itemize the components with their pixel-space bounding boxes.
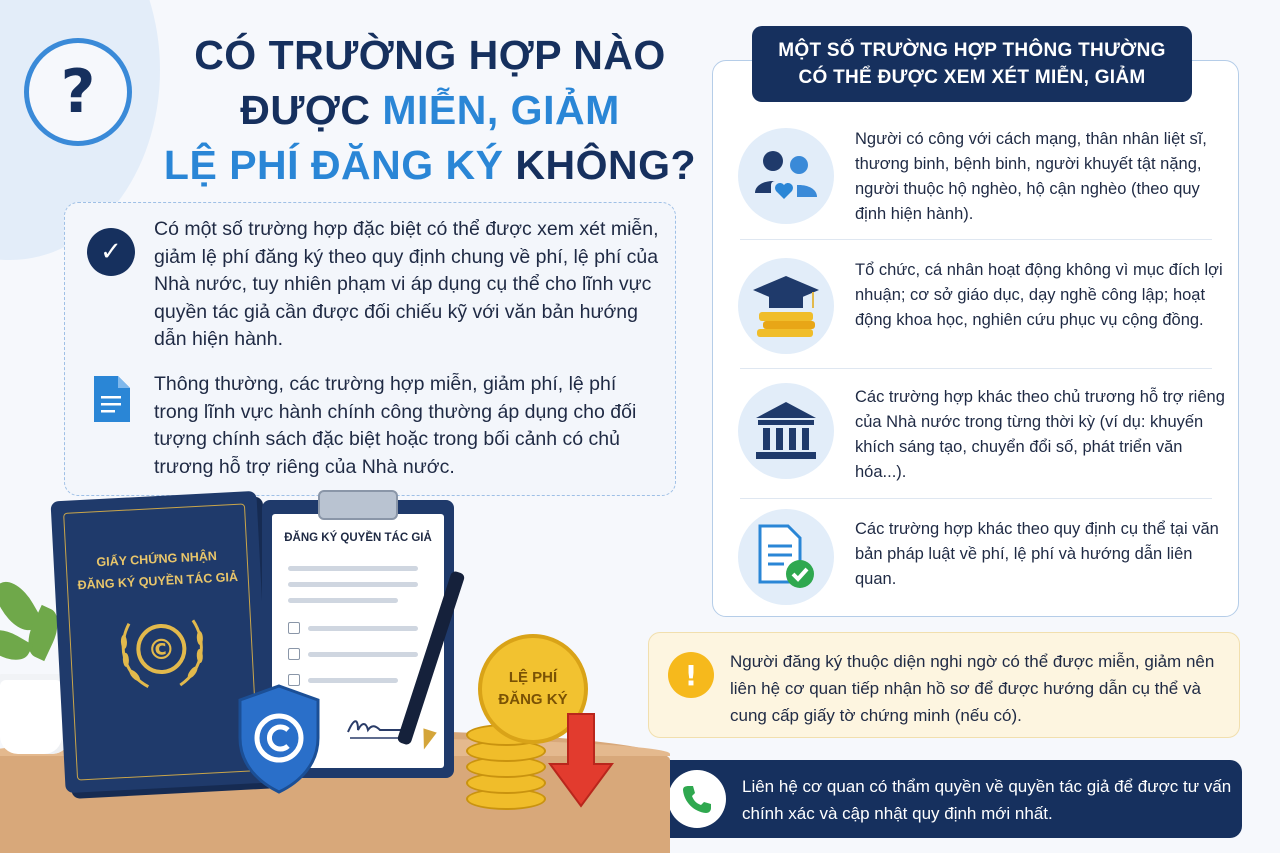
book-title-line-2: ĐĂNG KÝ QUYỀN TÁC GIẢ <box>77 569 239 593</box>
warning-icon <box>668 652 714 698</box>
panel-header-line-1: MỘT SỐ TRƯỜNG HỢP THÔNG THƯỜNG <box>778 40 1166 61</box>
intro-paragraph-1: Có một số trường hợp đặc biệt có thể được xem xét miễn, giảm lệ phí đăng ký theo quy định chung về phí, lệ phí của Nhà nước, tuy nhiên phạm vi áp dụng cụ thể cho lĩnh vực quyền tác giả cần được đối chiếu kỹ với văn bản hướng dẫn hiện hành. <box>154 218 659 350</box>
intro-paragraph-2: Thông thường, các trường hợp miễn, giảm phí, lệ phí trong lĩnh vực hành chính công thường áp dụng cho đối tượng chính sách đặc biệt hoặc trong bối cảnh có chủ trương hỗ trợ riêng của Nhà nước. <box>154 373 637 478</box>
form-checkbox <box>288 648 300 660</box>
title-line-3-text: KHÔNG? <box>503 142 697 188</box>
panel-header-line-2: CÓ THỂ ĐƯỢC XEM XÉT MIỄN, GIẢM <box>798 67 1146 88</box>
divider <box>740 368 1212 369</box>
case-item-4-text: Các trường hợp khác theo quy định cụ thể tại văn bản pháp luật về phí, lệ phí và hướng dẫn liên quan. <box>855 520 1219 588</box>
title-highlight-2: LỆ PHÍ ĐĂNG KÝ <box>163 142 504 188</box>
coin-line-2: ĐĂNG KÝ <box>498 691 568 708</box>
book-title-line-1: GIẤY CHỨNG NHẬN <box>96 548 218 570</box>
warning-text: Người đăng ký thuộc diện nghi ngờ có thể được miễn, giảm nên liên hệ cơ quan tiếp nhận hồ sơ để được hướng dẫn cụ thể và cung cấp giấy tờ chứng minh (nếu có). <box>730 652 1215 725</box>
phone-icon <box>668 770 726 828</box>
title-line-1: CÓ TRƯỜNG HỢP NÀO <box>194 32 666 78</box>
clipboard-clip <box>318 490 398 520</box>
case-item-2-text: Tổ chức, cá nhân hoạt động không vì mục đích lợi nhuận; cơ sở giáo dục, dạy nghề công lập; hoạt động khoa học, nghiên cứu phục vụ cộng đồng. <box>855 261 1223 329</box>
copyright-symbol: © <box>146 631 177 667</box>
warning-symbol: ! <box>684 658 698 692</box>
case-item-1-text: Người có công với cách mạng, thân nhân liệt sĩ, thương binh, bệnh binh, người khuyết tật nặng, người thuộc hộ nghèo, hộ cận nghèo (theo quy định hiện hành). <box>855 130 1207 223</box>
arrow-down-icon <box>548 712 614 808</box>
government-building-icon <box>738 383 834 479</box>
form-line <box>308 626 418 631</box>
form-line <box>288 582 418 587</box>
page-title <box>150 28 710 193</box>
title-line-2 <box>150 83 710 138</box>
title-line-2-text: ĐƯỢC <box>240 87 383 133</box>
title-line-3 <box>150 138 710 193</box>
case-item-3-text: Các trường hợp khác theo chủ trương hỗ trợ riêng của Nhà nước trong từng thời kỳ (ví dụ: khuyến khích sáng tạo, chuyển đổi số, phát triển văn hóa...). <box>855 388 1225 481</box>
document-check-icon <box>738 509 834 605</box>
question-mark: ? <box>60 57 96 127</box>
panel-header <box>752 26 1192 102</box>
check-icon: ✓ <box>87 228 135 276</box>
title-highlight-1: MIỄN, GIẢM <box>382 87 620 133</box>
contact-text: Liên hệ cơ quan có thẩm quyền về quyền tác giả để được tư vấn chính xác và cập nhật quy định mới nhất. <box>742 777 1232 823</box>
form-line <box>308 652 418 657</box>
document-icon <box>92 374 132 424</box>
coin-line-1: LỆ PHÍ <box>508 669 558 686</box>
copyright-shield-icon <box>236 684 322 796</box>
question-icon <box>24 38 132 146</box>
people-heart-icon <box>738 128 834 224</box>
divider <box>740 239 1212 240</box>
form-checkbox <box>288 622 300 634</box>
divider <box>740 498 1212 499</box>
form-line <box>288 598 398 603</box>
laurel-wreath-icon <box>114 610 210 695</box>
form-line <box>288 566 418 571</box>
form-line <box>308 678 398 683</box>
form-title: ĐĂNG KÝ QUYỀN TÁC GIẢ <box>284 532 432 544</box>
graduation-books-icon <box>738 258 834 354</box>
